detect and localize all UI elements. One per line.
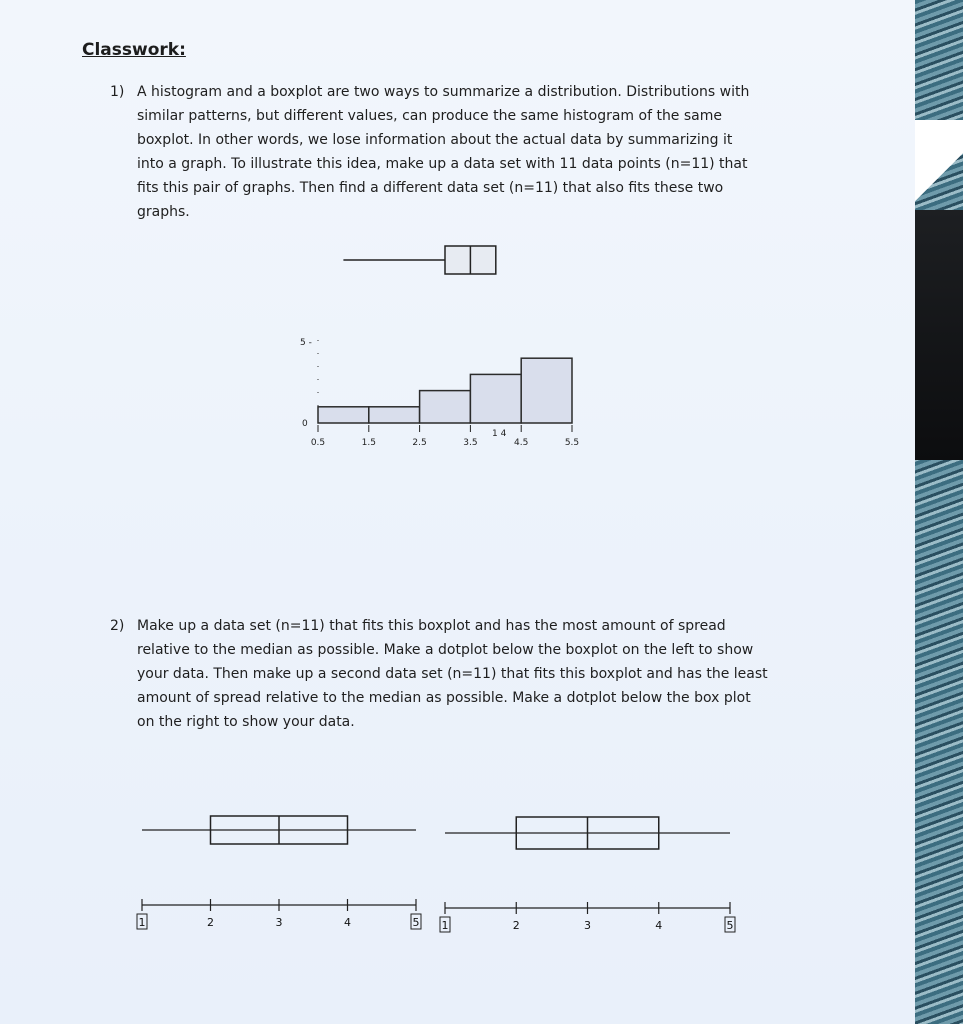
y-tick-label: 0 — [302, 419, 308, 429]
number-line-label: 5 — [412, 916, 420, 929]
number-line-label: 5 — [726, 919, 734, 932]
question-2-number: 2) — [110, 618, 125, 634]
x-tick-label: 1.5 — [361, 438, 376, 448]
number-line-label: 3 — [275, 916, 283, 929]
q2-right-boxplot — [445, 817, 730, 849]
number-line-label: 2 — [207, 916, 214, 929]
question-2-line: amount of spread relative to the median as possible. Make a dotplot below the box plot — [137, 690, 751, 706]
x-tick-label: 0.5 — [310, 438, 326, 448]
y-tick-label: 5 - — [300, 338, 312, 348]
histogram-bar — [521, 358, 572, 423]
question-1-line: into a graph. To illustrate this idea, make up a data set with 11 data points (n=11) that — [137, 156, 748, 172]
histogram-bar — [318, 407, 369, 423]
number-line-right — [440, 902, 735, 932]
number-line-left — [137, 899, 421, 929]
number-line-label: 1 — [441, 919, 449, 932]
x-tick-label: 3.5 — [463, 438, 478, 448]
question-2-line: Make up a data set (n=11) that fits this boxplot and has the most amount of spread — [137, 618, 726, 634]
number-line-label: 4 — [344, 916, 351, 929]
histogram — [300, 338, 579, 448]
question-1-line: boxplot. In other words, we lose information about the actual data by summarizing it — [137, 132, 733, 148]
x-tick-label: 5.5 — [564, 438, 580, 448]
q1-boxplot — [343, 246, 495, 274]
question-2-line: on the right to show your data. — [137, 714, 355, 730]
question-1-line: A histogram and a boxplot are two ways to summarize a distribution. Distributions with — [137, 84, 750, 100]
number-line-label: 4 — [655, 919, 663, 932]
question-2-line: your data. Then make up a second data set (n=11) that fits this boxplot and has the least — [137, 666, 768, 682]
histogram-bar — [420, 391, 471, 423]
question-1-line: similar patterns, but different values, can produce the same histogram of the same — [137, 108, 722, 124]
x-tick-label: 4.5 — [514, 438, 529, 448]
x-tick-label: 2.5 — [412, 438, 427, 448]
histogram-annotation: 1 4 — [492, 429, 507, 439]
worksheet-heading: Classwork: — [82, 40, 186, 60]
question-1-number: 1) — [110, 84, 125, 100]
question-1-line: fits this pair of graphs. Then find a different data set (n=11) that also fits these two — [137, 180, 724, 196]
histogram-bar — [470, 374, 521, 423]
question-2-line: relative to the median as possible. Make a dotplot below the boxplot on the left to show — [137, 642, 754, 658]
number-line-label: 3 — [584, 919, 591, 932]
q2-left-boxplot — [142, 816, 416, 844]
histogram-bar — [369, 407, 420, 423]
question-1-line: graphs. — [137, 204, 190, 220]
number-line-label: 1 — [138, 916, 146, 929]
number-line-label: 2 — [512, 919, 520, 932]
